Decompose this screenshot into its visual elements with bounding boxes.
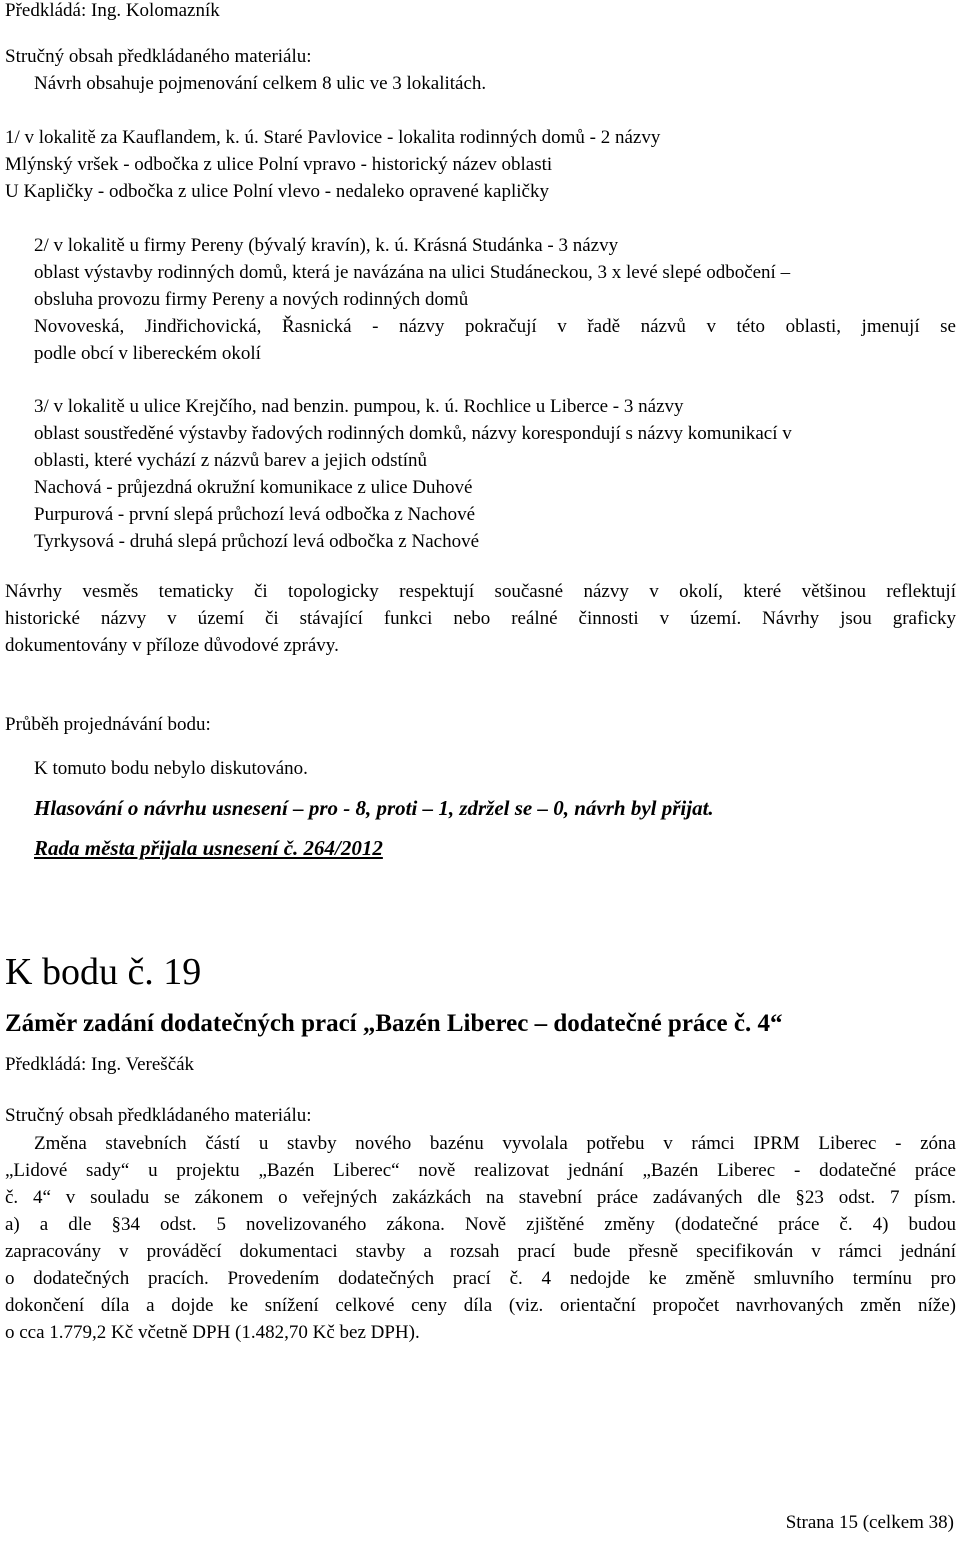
summary-line: Návrh obsahuje pojmenování celkem 8 ulic ve 3 lokalitách. [34, 73, 487, 94]
resolution: Rada města přijala usnesení č. 264/2012 [34, 836, 383, 860]
locality-3-line: oblasti, které vychází z názvů barev a jejich odstínů [34, 450, 428, 471]
street-line: Mlýnský vršek - odbočka z ulice Polní vpravo - historický název oblasti [5, 154, 553, 175]
conclusion-line: historické názvy v území či stávající funkci nebo reálné činnosti v území. Návrhy jsou graficky [5, 608, 956, 629]
locality-3-heading: 3/ v lokalitě u ulice Krejčího, nad benzin. pumpou, k. ú. Rochlice u Liberce - 3 názvy [34, 396, 684, 417]
conclusion-line: Návrhy vesměs tematicky či topologicky respektují současné názvy v okolí, které většinou reflektují [5, 581, 956, 602]
summary-label-2: Stručný obsah předkládaného materiálu: [5, 1105, 312, 1126]
locality-1-heading: 1/ v lokalitě za Kauflandem, k. ú. Staré Pavlovice - lokalita rodinných domů - 2 názvy [5, 127, 661, 148]
street-line: Tyrkysová - druhá slepá průchozí levá odbočka z Nachové [34, 531, 479, 552]
discussion-text: K tomuto bodu nebylo diskutováno. [34, 758, 308, 779]
locality-2-line: podle obcí v libereckém okolí [34, 343, 261, 364]
summary-paragraph-line: Změna stavebních částí u stavby nového bazénu vyvolala potřebu v rámci IPRM Liberec - zóna [34, 1133, 956, 1154]
summary-paragraph-line: dokončení díla a dojde ke snížení celkové ceny díla (viz. orientační propočet navrhovaných změn níže) [5, 1295, 956, 1316]
street-line: Nachová - průjezdná okružní komunikace z ulice Duhové [34, 477, 473, 498]
summary-paragraph-line: o cca 1.779,2 Kč včetně DPH (1.482,70 Kč bez DPH). [5, 1322, 420, 1343]
summary-label-1: Stručný obsah předkládaného materiálu: [5, 46, 312, 67]
street-line: Purpurová - první slepá průchozí levá odbočka z Nachové [34, 504, 476, 525]
street-line: U Kapličky - odbočka z ulice Polní vlevo - nedaleko opravené kapličky [5, 181, 549, 202]
summary-paragraph-line: č. 4“ v souladu se zákonem o veřejných zakázkách na stavební práce zadávaných dle §23 odst. 7 písm. [5, 1187, 956, 1208]
presenter-1: Předkládá: Ing. Kolomazník [5, 0, 220, 21]
locality-2-heading: 2/ v lokalitě u firmy Pereny (bývalý kravín), k. ú. Krásná Studánka - 3 názvy [34, 235, 619, 256]
conclusion-line: dokumentovány v příloze důvodové zprávy. [5, 635, 339, 656]
locality-3-line: oblast soustředěné výstavby řadových rodinných domků, názvy korespondují s názvy komunikací v [34, 423, 792, 444]
item-title: Záměr zadání dodatečných prací „Bazén Liberec – dodatečné práce č. 4“ [5, 1010, 783, 1037]
summary-paragraph-line: „Lidové sady“ u projektu „Bazén Liberec“ nově realizovat jednání „Bazén Liberec - dodatečné práce [5, 1160, 956, 1181]
summary-paragraph-line: a) a dle §34 odst. 5 novelizovaného zákona. Nově zjištěné změny (dodatečné práce č. 4) budou [5, 1214, 956, 1235]
vote-result: Hlasování o návrhu usnesení – pro - 8, proti – 1, zdržel se – 0, návrh byl přijat. [34, 796, 714, 820]
summary-paragraph-line: o dodatečných pracích. Provedením dodatečných prací č. 4 nedojde ke změně smluvního termínu pro [5, 1268, 956, 1289]
discussion-label: Průběh projednávání bodu: [5, 714, 211, 735]
summary-paragraph-line: zapracovány v prováděcí dokumentaci stavby a rozsah prací bude přesně specifikován v rámci jednání [5, 1241, 956, 1262]
page-number: Strana 15 (celkem 38) [785, 1512, 954, 1533]
locality-2-line: oblast výstavby rodinných domů, která je navázána na ulici Studáneckou, 3 x levé slepé odbočení – [34, 262, 791, 283]
item-heading: K bodu č. 19 [5, 951, 202, 993]
locality-2-line: Novoveská, Jindřichovická, Řasnická - názvy pokračují v řadě názvů v této oblasti, jmenují se [34, 316, 956, 337]
locality-2-line: obsluha provozu firmy Pereny a nových rodinných domů [34, 289, 469, 310]
presenter-2: Předkládá: Ing. Vereščák [5, 1054, 195, 1075]
